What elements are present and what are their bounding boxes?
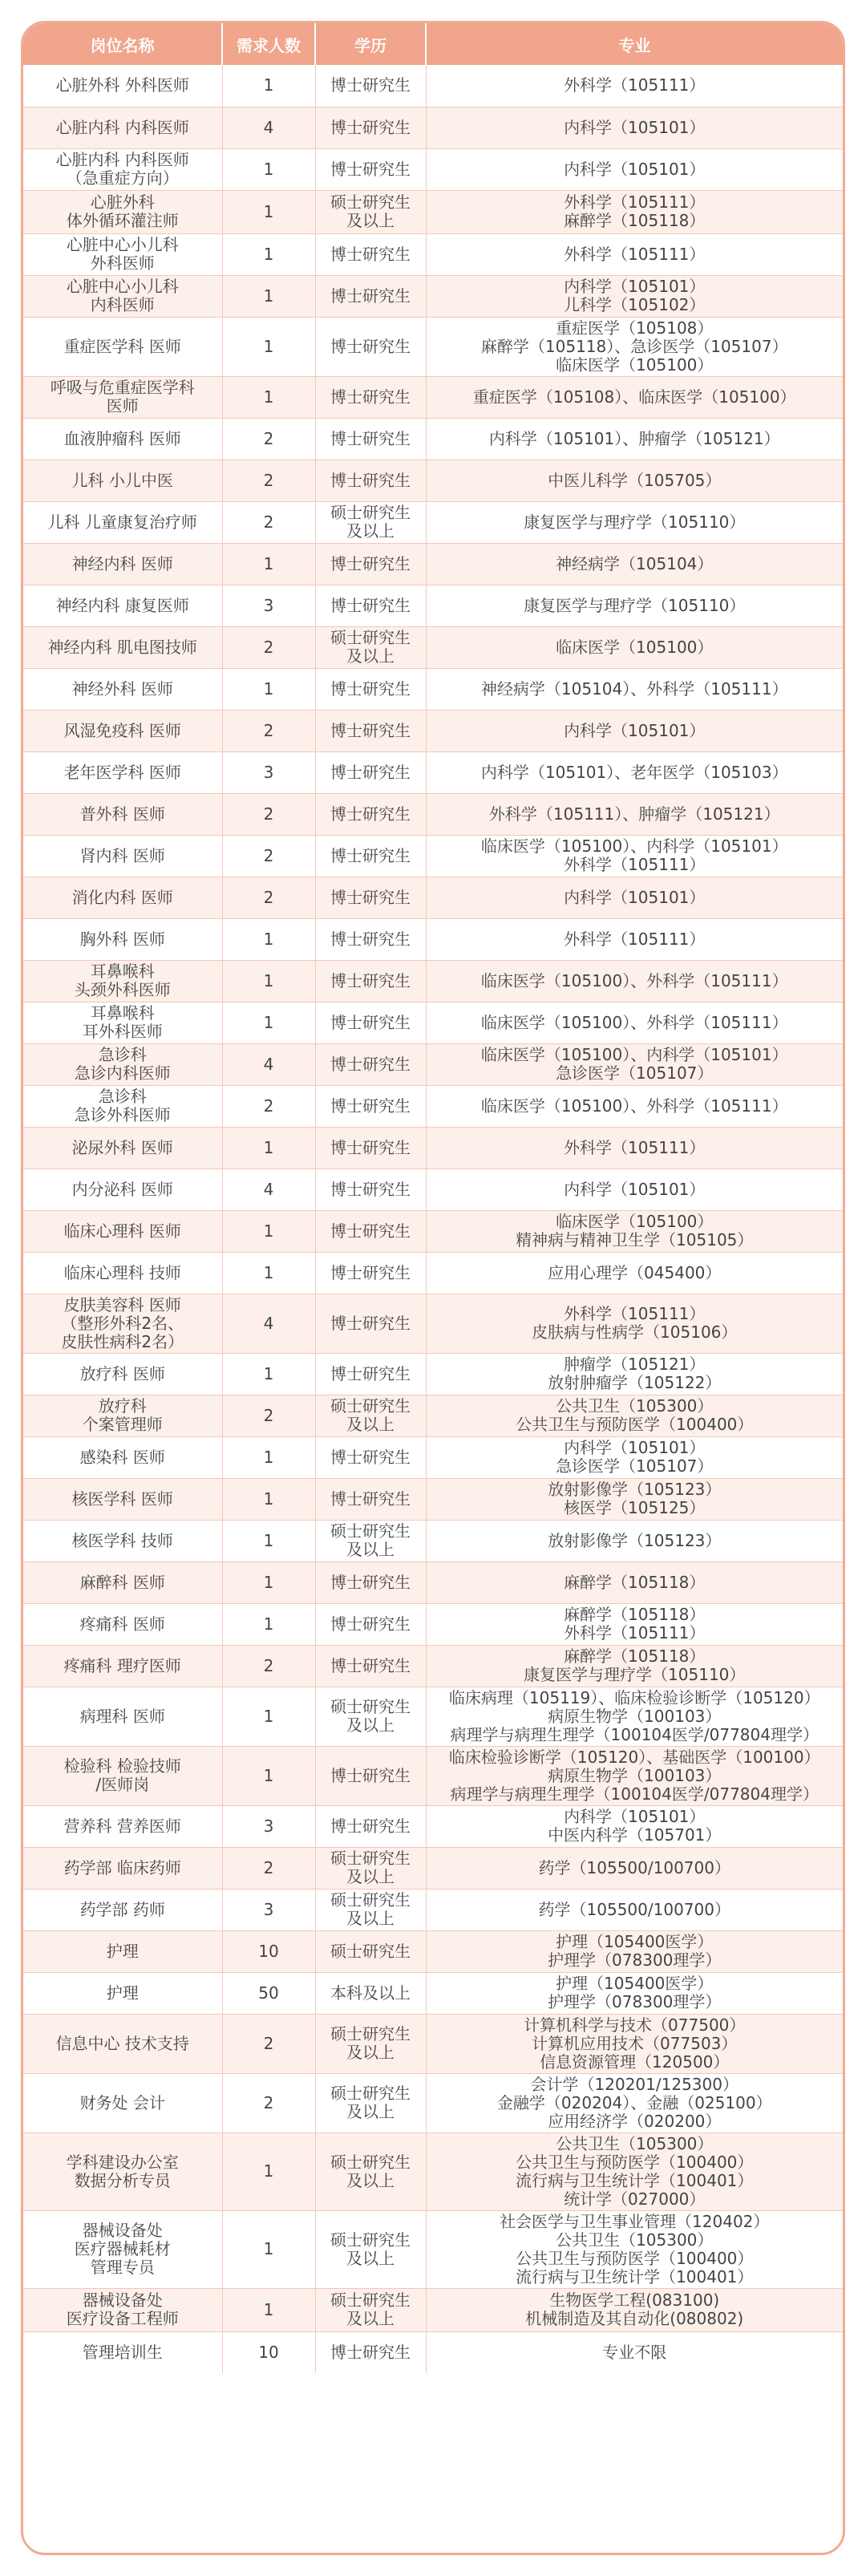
headcount-cell: 4 <box>222 1043 315 1085</box>
headcount-cell: 3 <box>222 751 315 793</box>
table-row <box>23 1169 843 1210</box>
education-cell: 博士研究生 <box>315 1043 426 1085</box>
position-name-cell: 神经内科 康复医师 <box>23 585 222 626</box>
major-cell: 公共卫生（105300） 公共卫生与预防医学（100400） 流行病与卫生统计学（100401） 统计学（027000） <box>426 2132 843 2210</box>
education-cell: 博士研究生 <box>315 233 426 275</box>
table-row <box>23 793 843 835</box>
table-row <box>23 751 843 793</box>
position-name-cell: 耳鼻喉科 耳外科医师 <box>23 1002 222 1043</box>
table-row <box>23 1002 843 1043</box>
headcount-cell: 2 <box>222 1847 315 1889</box>
headcount-cell: 1 <box>222 376 315 418</box>
table-row <box>23 626 843 668</box>
table-row <box>23 668 843 710</box>
major-cell: 临床检验诊断学（105120）、基础医学（100100） 病原生物学（100103） 病理学与病理生理学（100104医学/077804理学） <box>426 1746 843 1805</box>
education-cell: 博士研究生 <box>315 376 426 418</box>
major-cell: 护理（105400医学） 护理学（078300理学） <box>426 1930 843 1972</box>
education-cell: 硕士研究生 及以上 <box>315 626 426 668</box>
position-name-cell: 临床心理科 技师 <box>23 1252 222 1294</box>
major-cell: 内科学（105101） 儿科学（105102） <box>426 275 843 317</box>
education-cell: 博士研究生 <box>315 543 426 585</box>
table-row <box>23 1436 843 1478</box>
education-cell: 博士研究生 <box>315 1746 426 1805</box>
education-cell: 硕士研究生 及以上 <box>315 190 426 233</box>
position-name-cell: 病理科 医师 <box>23 1687 222 1746</box>
major-cell: 麻醉学（105118） 外科学（105111） <box>426 1603 843 1645</box>
table-row <box>23 2132 843 2210</box>
headcount-cell: 1 <box>222 1127 315 1169</box>
table-row <box>23 1085 843 1127</box>
headcount-cell: 1 <box>222 2132 315 2210</box>
position-name-cell: 器械设备处 医疗器械耗材 管理专员 <box>23 2210 222 2288</box>
major-cell: 生物医学工程(083100) 机械制造及其自动化(080802) <box>426 2288 843 2331</box>
headcount-cell: 2 <box>222 793 315 835</box>
position-name-cell: 呼吸与危重症医学科 医师 <box>23 376 222 418</box>
headcount-cell: 1 <box>222 233 315 275</box>
major-cell: 神经病学（105104） <box>426 543 843 585</box>
headcount-cell: 3 <box>222 585 315 626</box>
position-name-cell: 神经内科 医师 <box>23 543 222 585</box>
education-cell: 硕士研究生 及以上 <box>315 1687 426 1746</box>
major-cell: 临床病理（105119）、临床检验诊断学（105120） 病原生物学（100103） 病理学与病理生理学（100104医学/077804理学） <box>426 1687 843 1746</box>
major-cell: 麻醉学（105118） <box>426 1561 843 1603</box>
education-cell: 硕士研究生 及以上 <box>315 2132 426 2210</box>
position-name-cell: 放疗科 个案管理师 <box>23 1395 222 1436</box>
education-cell: 博士研究生 <box>315 585 426 626</box>
headcount-cell: 1 <box>222 317 315 376</box>
major-cell: 药学（105500/100700） <box>426 1889 843 1930</box>
education-cell: 博士研究生 <box>315 1169 426 1210</box>
headcount-cell: 2 <box>222 835 315 877</box>
headcount-cell: 1 <box>222 668 315 710</box>
education-cell: 博士研究生 <box>315 835 426 877</box>
position-name-cell: 临床心理科 医师 <box>23 1210 222 1252</box>
table-row <box>23 1127 843 1169</box>
headcount-cell: 10 <box>222 2331 315 2373</box>
education-cell: 博士研究生 <box>315 877 426 918</box>
education-cell: 硕士研究生 及以上 <box>315 1520 426 1561</box>
education-cell: 博士研究生 <box>315 1805 426 1847</box>
major-cell: 社会医学与卫生事业管理（120402） 公共卫生（105300） 公共卫生与预防医学（100400） 流行病与卫生统计学（100401） <box>426 2210 843 2288</box>
position-name-cell: 放疗科 医师 <box>23 1353 222 1395</box>
major-cell: 内科学（105101） 中医内科学（105701） <box>426 1805 843 1847</box>
table-row <box>23 107 843 148</box>
headcount-cell: 1 <box>222 2288 315 2331</box>
position-name-cell: 心脏中心小儿科 外科医师 <box>23 233 222 275</box>
major-cell: 重症医学（105108） 麻醉学（105118）、急诊医学（105107） 临床医学（105100） <box>426 317 843 376</box>
table-row <box>23 543 843 585</box>
table-row <box>23 190 843 233</box>
position-name-cell: 器械设备处 医疗设备工程师 <box>23 2288 222 2331</box>
education-cell: 博士研究生 <box>315 1002 426 1043</box>
education-cell: 博士研究生 <box>315 1085 426 1127</box>
position-name-cell: 耳鼻喉科 头颈外科医师 <box>23 960 222 1002</box>
education-cell: 博士研究生 <box>315 1603 426 1645</box>
table-row <box>23 275 843 317</box>
table-row <box>23 1603 843 1645</box>
education-cell: 博士研究生 <box>315 460 426 501</box>
position-name-cell: 儿科 儿童康复治疗师 <box>23 501 222 543</box>
education-cell: 博士研究生 <box>315 793 426 835</box>
table-row <box>23 710 843 751</box>
table-row <box>23 1294 843 1353</box>
table-row <box>23 1043 843 1085</box>
table-row <box>23 918 843 960</box>
education-cell: 硕士研究生 及以上 <box>315 1889 426 1930</box>
education-cell: 博士研究生 <box>315 1353 426 1395</box>
position-name-cell: 风湿免疫科 医师 <box>23 710 222 751</box>
position-name-cell: 信息中心 技术支持 <box>23 2014 222 2073</box>
headcount-cell: 1 <box>222 2210 315 2288</box>
headcount-cell: 10 <box>222 1930 315 1972</box>
major-cell: 专业不限 <box>426 2331 843 2373</box>
major-cell: 外科学（105111） <box>426 233 843 275</box>
education-cell: 博士研究生 <box>315 1252 426 1294</box>
major-cell: 内科学（105101） 急诊医学（105107） <box>426 1436 843 1478</box>
position-name-cell: 心脏内科 内科医师 （急重症方向） <box>23 148 222 190</box>
headcount-cell: 4 <box>222 1169 315 1210</box>
table-row <box>23 1746 843 1805</box>
major-cell: 临床医学（105100）、外科学（105111） <box>426 960 843 1002</box>
table-row <box>23 1478 843 1520</box>
education-cell: 博士研究生 <box>315 107 426 148</box>
major-cell: 放射影像学（105123） 核医学（105125） <box>426 1478 843 1520</box>
major-cell: 临床医学（105100） <box>426 626 843 668</box>
position-name-cell: 核医学科 技师 <box>23 1520 222 1561</box>
position-name-cell: 消化内科 医师 <box>23 877 222 918</box>
position-name-cell: 财务处 会计 <box>23 2073 222 2132</box>
major-cell: 临床医学（105100） 精神病与精神卫生学（105105） <box>426 1210 843 1252</box>
education-cell: 博士研究生 <box>315 960 426 1002</box>
position-name-cell: 胸外科 医师 <box>23 918 222 960</box>
position-name-cell: 心脏中心小儿科 内科医师 <box>23 275 222 317</box>
education-cell: 硕士研究生 及以上 <box>315 2073 426 2132</box>
major-cell: 护理（105400医学） 护理学（078300理学） <box>426 1972 843 2014</box>
headcount-cell: 1 <box>222 1478 315 1520</box>
education-cell: 硕士研究生 及以上 <box>315 501 426 543</box>
table-row <box>23 2210 843 2288</box>
headcount-cell: 2 <box>222 1085 315 1127</box>
education-cell: 博士研究生 <box>315 1478 426 1520</box>
education-cell: 博士研究生 <box>315 918 426 960</box>
major-cell: 内科学（105101） <box>426 1169 843 1210</box>
header-position-name: 岗位名称 <box>23 23 222 65</box>
table-row <box>23 1353 843 1395</box>
major-cell: 内科学（105101） <box>426 877 843 918</box>
education-cell: 博士研究生 <box>315 1436 426 1478</box>
headcount-cell: 1 <box>222 1603 315 1645</box>
education-cell: 硕士研究生 及以上 <box>315 1847 426 1889</box>
position-name-cell: 心脏内科 内科医师 <box>23 107 222 148</box>
education-cell: 博士研究生 <box>315 418 426 460</box>
position-name-cell: 心脏外科 体外循环灌注师 <box>23 190 222 233</box>
major-cell: 康复医学与理疗学（105110） <box>426 501 843 543</box>
headcount-cell: 1 <box>222 148 315 190</box>
major-cell: 麻醉学（105118） 康复医学与理疗学（105110） <box>426 1645 843 1687</box>
table-row <box>23 233 843 275</box>
table-row <box>23 1645 843 1687</box>
position-name-cell: 核医学科 医师 <box>23 1478 222 1520</box>
header-major: 专业 <box>426 23 843 65</box>
position-name-cell: 管理培训生 <box>23 2331 222 2373</box>
education-cell: 硕士研究生 及以上 <box>315 1395 426 1436</box>
major-cell: 内科学（105101） <box>426 148 843 190</box>
table-row <box>23 1847 843 1889</box>
table-row <box>23 376 843 418</box>
table-row <box>23 501 843 543</box>
headcount-cell: 1 <box>222 1520 315 1561</box>
headcount-cell: 2 <box>222 626 315 668</box>
education-cell: 博士研究生 <box>315 2331 426 2373</box>
headcount-cell: 1 <box>222 543 315 585</box>
table-row <box>23 1561 843 1603</box>
table-row <box>23 65 843 107</box>
headcount-cell: 2 <box>222 1395 315 1436</box>
headcount-cell: 2 <box>222 710 315 751</box>
headcount-cell: 1 <box>222 190 315 233</box>
headcount-cell: 1 <box>222 65 315 107</box>
position-name-cell: 皮肤美容科 医师 （整形外科2名、 皮肤性病科2名） <box>23 1294 222 1353</box>
headcount-cell: 2 <box>222 460 315 501</box>
headcount-cell: 2 <box>222 877 315 918</box>
position-name-cell: 普外科 医师 <box>23 793 222 835</box>
table-row <box>23 460 843 501</box>
major-cell: 计算机科学与技术（077500） 计算机应用技术（077503） 信息资源管理（120500） <box>426 2014 843 2073</box>
headcount-cell: 2 <box>222 2073 315 2132</box>
position-name-cell: 营养科 营养医师 <box>23 1805 222 1847</box>
table-row <box>23 2073 843 2132</box>
education-cell: 博士研究生 <box>315 317 426 376</box>
position-name-cell: 老年医学科 医师 <box>23 751 222 793</box>
table-row <box>23 1210 843 1252</box>
table-row <box>23 1805 843 1847</box>
table-row <box>23 1687 843 1746</box>
table-row <box>23 877 843 918</box>
major-cell: 中医儿科学（105705） <box>426 460 843 501</box>
table-row <box>23 418 843 460</box>
headcount-cell: 1 <box>222 1252 315 1294</box>
position-name-cell: 感染科 医师 <box>23 1436 222 1478</box>
education-cell: 博士研究生 <box>315 1127 426 1169</box>
education-cell: 博士研究生 <box>315 751 426 793</box>
position-name-cell: 护理 <box>23 1972 222 2014</box>
position-name-cell: 泌尿外科 医师 <box>23 1127 222 1169</box>
major-cell: 外科学（105111） 麻醉学（105118） <box>426 190 843 233</box>
position-name-cell: 重症医学科 医师 <box>23 317 222 376</box>
education-cell: 博士研究生 <box>315 148 426 190</box>
headcount-cell: 2 <box>222 2014 315 2073</box>
major-cell: 内科学（105101） <box>426 710 843 751</box>
major-cell: 外科学（105111） <box>426 918 843 960</box>
education-cell: 博士研究生 <box>315 1561 426 1603</box>
education-cell: 博士研究生 <box>315 275 426 317</box>
education-cell: 硕士研究生 及以上 <box>315 2014 426 2073</box>
position-name-cell: 疼痛科 理疗医师 <box>23 1645 222 1687</box>
major-cell: 药学（105500/100700） <box>426 1847 843 1889</box>
major-cell: 内科学（105101）、肿瘤学（105121） <box>426 418 843 460</box>
header-education: 学历 <box>315 23 426 65</box>
position-name-cell: 疼痛科 医师 <box>23 1603 222 1645</box>
major-cell: 临床医学（105100）、内科学（105101） 外科学（105111） <box>426 835 843 877</box>
header-row <box>23 23 843 65</box>
major-cell: 会计学（120201/125300） 金融学（020204）、金融（025100） 应用经济学（020200） <box>426 2073 843 2132</box>
education-cell: 博士研究生 <box>315 1294 426 1353</box>
recruitment-table-frame <box>21 21 845 2555</box>
headcount-cell: 1 <box>222 1436 315 1478</box>
table-row <box>23 585 843 626</box>
education-cell: 博士研究生 <box>315 710 426 751</box>
headcount-cell: 1 <box>222 1210 315 1252</box>
position-name-cell: 急诊科 急诊内科医师 <box>23 1043 222 1085</box>
position-name-cell: 药学部 临床药师 <box>23 1847 222 1889</box>
table-row <box>23 1930 843 1972</box>
headcount-cell: 1 <box>222 1353 315 1395</box>
position-name-cell: 内分泌科 医师 <box>23 1169 222 1210</box>
headcount-cell: 2 <box>222 1645 315 1687</box>
major-cell: 外科学（105111） <box>426 1127 843 1169</box>
position-name-cell: 检验科 检验技师 /医师岗 <box>23 1746 222 1805</box>
major-cell: 公共卫生（105300） 公共卫生与预防医学（100400） <box>426 1395 843 1436</box>
headcount-cell: 1 <box>222 960 315 1002</box>
major-cell: 外科学（105111） <box>426 65 843 107</box>
major-cell: 临床医学（105100）、外科学（105111） <box>426 1085 843 1127</box>
headcount-cell: 1 <box>222 1561 315 1603</box>
position-name-cell: 急诊科 急诊外科医师 <box>23 1085 222 1127</box>
table-row <box>23 1395 843 1436</box>
table-row <box>23 2014 843 2073</box>
headcount-cell: 1 <box>222 1746 315 1805</box>
header-headcount: 需求人数 <box>222 23 315 65</box>
major-cell: 肿瘤学（105121） 放射肿瘤学（105122） <box>426 1353 843 1395</box>
position-name-cell: 心脏外科 外科医师 <box>23 65 222 107</box>
education-cell: 本科及以上 <box>315 1972 426 2014</box>
position-name-cell: 麻醉科 医师 <box>23 1561 222 1603</box>
position-name-cell: 肾内科 医师 <box>23 835 222 877</box>
major-cell: 内科学（105101） <box>426 107 843 148</box>
table-row <box>23 2331 843 2373</box>
table-row <box>23 148 843 190</box>
headcount-cell: 2 <box>222 418 315 460</box>
position-name-cell: 护理 <box>23 1930 222 1972</box>
major-cell: 外科学（105111）、肿瘤学（105121） <box>426 793 843 835</box>
major-cell: 放射影像学（105123） <box>426 1520 843 1561</box>
position-name-cell: 神经内科 肌电图技师 <box>23 626 222 668</box>
table-row <box>23 317 843 376</box>
headcount-cell: 1 <box>222 918 315 960</box>
education-cell: 博士研究生 <box>315 668 426 710</box>
major-cell: 内科学（105101）、老年医学（105103） <box>426 751 843 793</box>
recruitment-table <box>23 23 843 2373</box>
table-row <box>23 1972 843 2014</box>
table-row <box>23 1889 843 1930</box>
headcount-cell: 4 <box>222 1294 315 1353</box>
table-row <box>23 2288 843 2331</box>
position-name-cell: 神经外科 医师 <box>23 668 222 710</box>
headcount-cell: 1 <box>222 275 315 317</box>
position-name-cell: 儿科 小儿中医 <box>23 460 222 501</box>
major-cell: 重症医学（105108）、临床医学（105100） <box>426 376 843 418</box>
major-cell: 康复医学与理疗学（105110） <box>426 585 843 626</box>
major-cell: 神经病学（105104）、外科学（105111） <box>426 668 843 710</box>
major-cell: 临床医学（105100）、外科学（105111） <box>426 1002 843 1043</box>
headcount-cell: 50 <box>222 1972 315 2014</box>
education-cell: 博士研究生 <box>315 65 426 107</box>
position-name-cell: 血液肿瘤科 医师 <box>23 418 222 460</box>
headcount-cell: 3 <box>222 1805 315 1847</box>
position-name-cell: 学科建设办公室 数据分析专员 <box>23 2132 222 2210</box>
major-cell: 外科学（105111） 皮肤病与性病学（105106） <box>426 1294 843 1353</box>
table-row <box>23 1520 843 1561</box>
table-row <box>23 1252 843 1294</box>
education-cell: 博士研究生 <box>315 1210 426 1252</box>
education-cell: 硕士研究生 <box>315 1930 426 1972</box>
major-cell: 临床医学（105100）、内科学（105101） 急诊医学（105107） <box>426 1043 843 1085</box>
headcount-cell: 4 <box>222 107 315 148</box>
table-header <box>23 23 843 65</box>
education-cell: 硕士研究生 及以上 <box>315 2210 426 2288</box>
table-row <box>23 835 843 877</box>
major-cell: 应用心理学（045400） <box>426 1252 843 1294</box>
table-body <box>23 65 843 2373</box>
headcount-cell: 1 <box>222 1002 315 1043</box>
position-name-cell: 药学部 药师 <box>23 1889 222 1930</box>
headcount-cell: 1 <box>222 1687 315 1746</box>
headcount-cell: 3 <box>222 1889 315 1930</box>
table-row <box>23 960 843 1002</box>
education-cell: 博士研究生 <box>315 1645 426 1687</box>
headcount-cell: 2 <box>222 501 315 543</box>
education-cell: 硕士研究生 及以上 <box>315 2288 426 2331</box>
